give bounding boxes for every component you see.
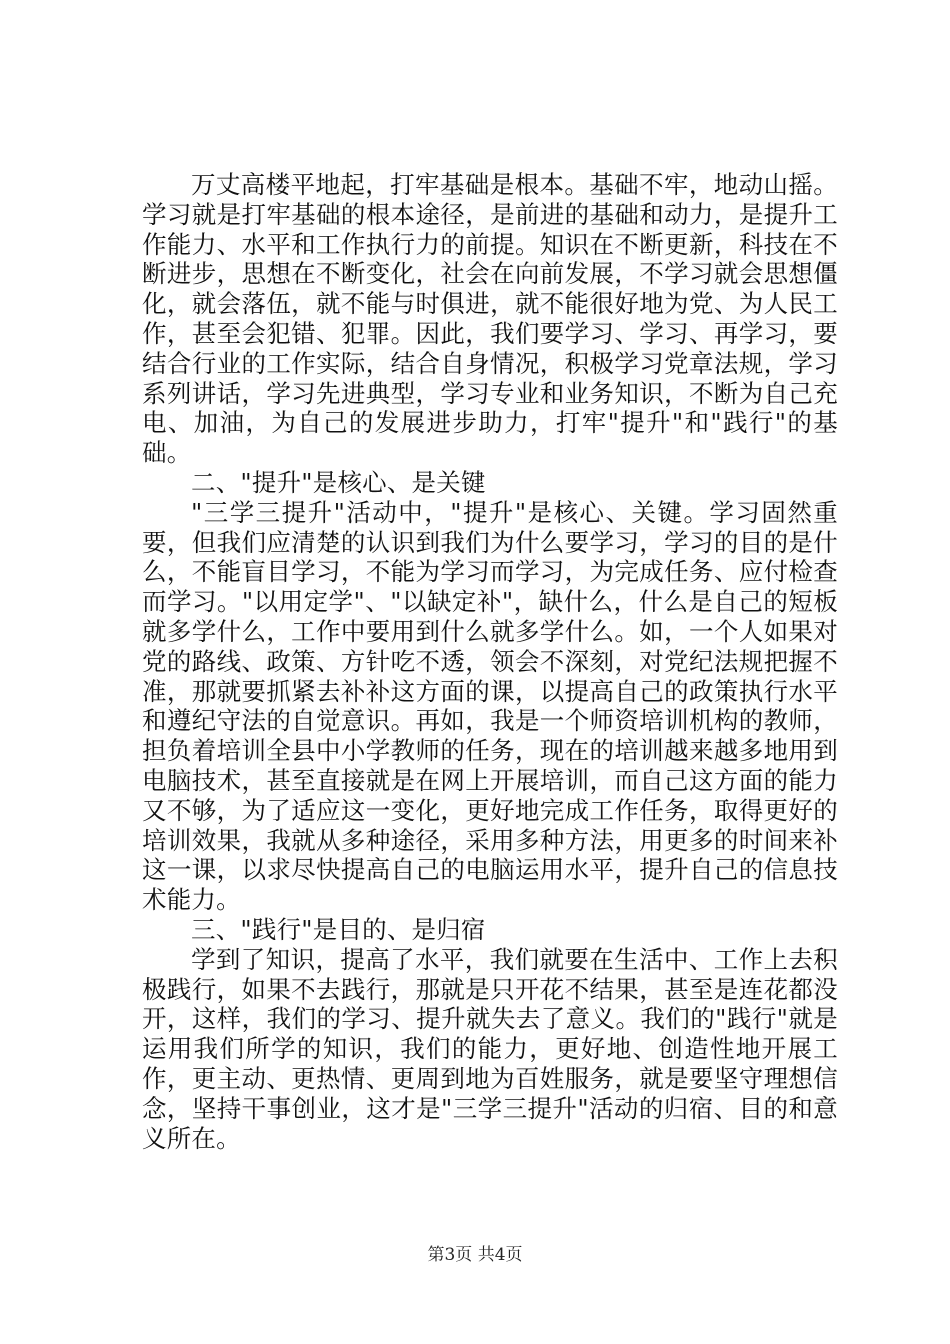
paragraph-foundation: 万丈高楼平地起，打牢基础是根本。基础不牢，地动山摇。学习就是打牢基础的根本途径，是前进的基础和动力，是提升工作能力、水平和工作执行力的前提。知识在不断更新，科技在不断进步，思想在不断变化，社会在向前发展，不学习就会思想僵化，就会落伍，就不能与时俱进，就不能很好地为党、为人民工作，甚至会犯错、犯罪。因此，我们要学习、学习、再学习，要结合行业的工作实际，结合自身情况，积极学习党章法规，学习系列讲话，学习先进典型，学习专业和业务知识，不断为自己充电、加油，为自己的发展进步助力，打牢"提升"和"践行"的基础。 bbox=[142, 170, 838, 468]
section-heading-improve: 二、"提升"是核心、是关键 bbox=[191, 467, 486, 497]
section-heading-practice: 三、"践行"是目的、是归宿 bbox=[191, 914, 486, 944]
document-body bbox=[142, 170, 838, 1153]
page-number-footer: 第3页 共4页 bbox=[427, 1245, 523, 1265]
paragraph-practice: 学到了知识，提高了水平，我们就要在生活中、工作上去积极践行，如果不去践行，那就是只开花不结果，甚至是连花都没开，这样，我们的学习、提升就失去了意义。我们的"践行"就是运用我们所学的知识，我们的能力，更好地、创造性地开展工作，更主动、更热情、更周到地为百姓服务，就是要坚守理想信念，坚持干事创业，这才是"三学三提升"活动的归宿、目的和意义所在。 bbox=[142, 944, 838, 1153]
paragraph-improve: "三学三提升"活动中，"提升"是核心、关键。学习固然重要，但我们应清楚的认识到我们为什么要学习，学习的目的是什么，不能盲目学习，不能为学习而学习，为完成任务、应付检查而学习。"以用定学"、"以缺定补"，缺什么，什么是自己的短板就多学什么，工作中要用到什么就多学什么。如，一个人如果对党的路线、政策、方针吃不透，领会不深刻，对党纪法规把握不准，那就要抓紧去补补这方面的课，以提高自己的政策执行水平和遵纪守法的自觉意识。再如，我是一个师资培训机构的教师，担负着培训全县中小学教师的任务，现在的培训越来越多地用到电脑技术，甚至直接就是在网上开展培训，而自己这方面的能力又不够，为了适应这一变化，更好地完成工作任务，取得更好的培训效果，我就从多种途径，采用多种方法，用更多的时间来补这一课，以求尽快提高自己的电脑运用水平，提升自己的信息技术能力。 bbox=[142, 497, 838, 915]
